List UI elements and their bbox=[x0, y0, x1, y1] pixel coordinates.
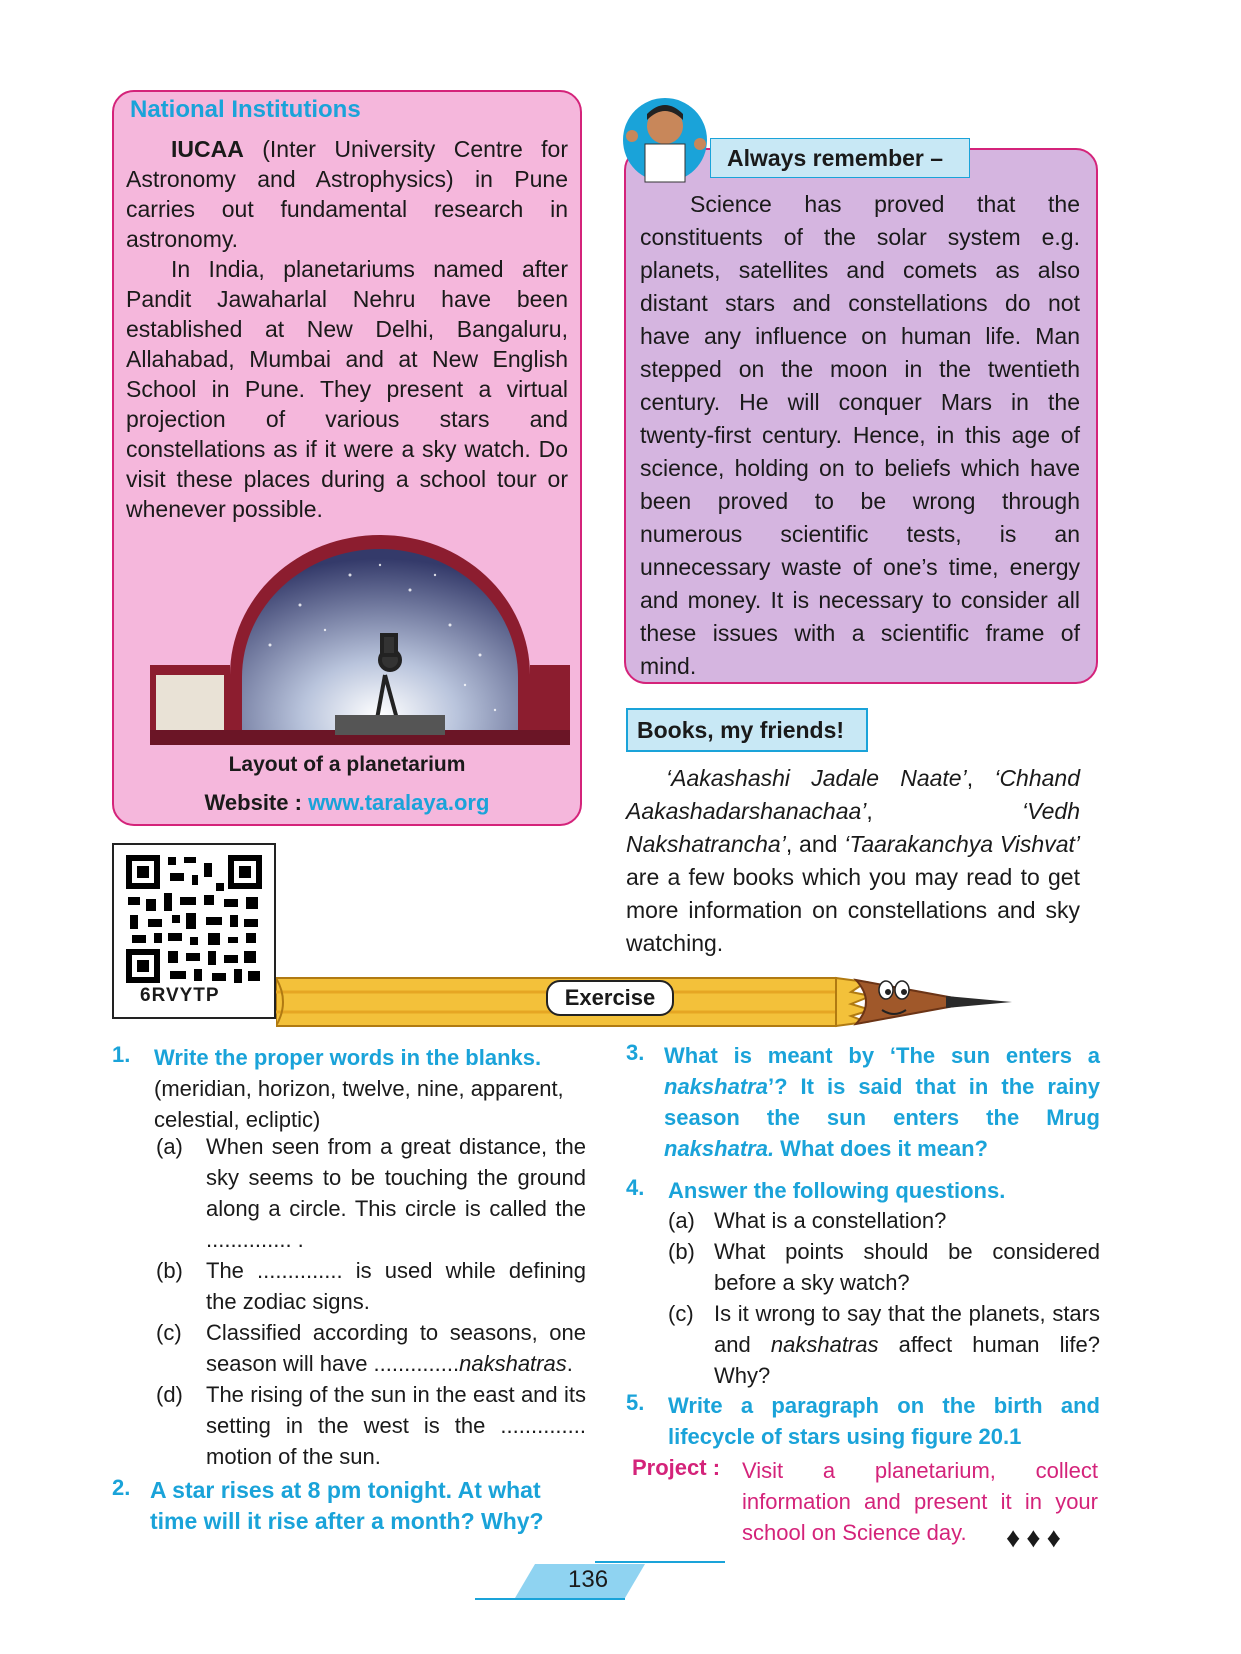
q1b-label: (b) bbox=[156, 1258, 183, 1283]
q1d-text: The rising of the sun in the east and its setting in the west is the .............. motion of the sun. bbox=[206, 1382, 586, 1469]
q1-title: Write the proper words in the blanks. bbox=[154, 1045, 542, 1070]
q1b-text: The .............. is used while defining the zodiac signs. bbox=[206, 1258, 586, 1314]
planetarium-paragraph: In India, planetariums named after Pandit Jawaharlal Nehru have been established at New Delhi, Bangaluru, Allahabad, Mumbai and at New English School in Pune. They present a virtual projection of various stars and constellations as if it were a sky watch. Do visit these places during a school tour or whenever possible. bbox=[126, 256, 568, 522]
q4a-label: (a) bbox=[668, 1208, 695, 1233]
project-text: Visit a planetarium, collect information and present it in your school on Science day. bbox=[742, 1458, 1098, 1545]
website-link[interactable]: www.taralaya.org bbox=[308, 790, 490, 815]
q1-hint: (meridian, horizon, twelve, nine, apparent, celestial, ecliptic) bbox=[154, 1076, 564, 1132]
q4b-text: What points should be considered before a sky watch? bbox=[714, 1239, 1100, 1295]
q4c-text: Is it wrong to say that the planets, stars and nakshatras affect human life? Why? bbox=[714, 1301, 1101, 1388]
always-remember-text: Science has proved that the constituents of the solar system e.g. planets, satellites and comets as also distant stars and constellations do not have any influence on human life. Man stepped on the moon in the twentieth century. He will conquer Mars in the twenty-first century. Hence, in this age of science, holding on to beliefs which have been proved to be wrong through numerous scientific tests, is an unnecessary waste of one’s time, energy and money. It is necessary to consider all these issues with a scientific frame of mind. bbox=[640, 191, 1080, 679]
q2-number: 2. bbox=[112, 1475, 131, 1500]
iucaa-bold: IUCAA bbox=[171, 136, 244, 162]
q4-number: 4. bbox=[626, 1175, 645, 1200]
section-title: National Institutions bbox=[130, 96, 361, 123]
page-number: 136 bbox=[568, 1566, 609, 1593]
national-institutions-text: IUCAA (Inter University Centre for Astronomy and Astrophysics) in Pune carries out fundamental research in astronomy. In India, planetariums named after Pandit Jawaharlal Nehru have been established at New Delhi, Bangaluru, Allahabad, Mumbai and at New English School in Pune. They present a virtual projection of various stars and constellations as if it were a sky watch. Do visit these places during a school tour or whenever possible. bbox=[126, 136, 568, 522]
always-remember-label: Always remember – bbox=[710, 138, 970, 178]
books-label: Books, my friends! bbox=[626, 708, 868, 752]
planetarium-caption: Layout of a planetarium bbox=[228, 753, 466, 776]
project-label: Project : bbox=[632, 1455, 721, 1480]
qr-code-icon[interactable] bbox=[124, 853, 264, 985]
q5-number: 5. bbox=[626, 1390, 645, 1415]
end-diamonds: ♦♦♦ bbox=[1006, 1522, 1067, 1553]
books-text: ‘Aakashashi Jadale Naate’, ‘Chhand Aakashadarshanachaa’, ‘Vedh Nakshatrancha’, and ‘Taarakanchya Vishvat’ are a few books which you may read to get more information on constellations and sky watching. bbox=[626, 765, 1081, 956]
q4c-label: (c) bbox=[668, 1301, 694, 1326]
exercise-label: Exercise bbox=[546, 980, 674, 1016]
q3-title: What is meant by ‘The sun enters a nakshatra’? It is said that in the rainy season the sun enters the Mrug nakshatra. What does it mean? bbox=[664, 1043, 1100, 1161]
q4a-text: What is a constellation? bbox=[714, 1208, 947, 1233]
q1d-label: (d) bbox=[156, 1382, 183, 1407]
q1a-label: (a) bbox=[156, 1134, 183, 1159]
q2-title: A star rises at 8 pm tonight. At what time will it rise after a month? Why? bbox=[150, 1477, 544, 1534]
q4-title: Answer the following questions. bbox=[668, 1178, 1006, 1203]
q1-number: 1. bbox=[112, 1042, 131, 1067]
q5-title: Write a paragraph on the birth and lifecycle of stars using figure 20.1 bbox=[668, 1393, 1100, 1449]
q3-number: 3. bbox=[626, 1040, 645, 1065]
website-label: Website : bbox=[204, 790, 309, 815]
q1-block bbox=[154, 1042, 586, 1135]
q4b-label: (b) bbox=[668, 1239, 695, 1264]
planetarium-illustration bbox=[150, 535, 570, 755]
website-line bbox=[112, 790, 582, 816]
q1c-text: Classified according to seasons, one season will have ..............nakshatras. bbox=[206, 1320, 586, 1376]
q1a-text: When seen from a great distance, the sky seems to be touching the ground along a circle. This circle is called the .............. . bbox=[206, 1134, 586, 1252]
qr-code-text: 6RVYTP bbox=[140, 985, 220, 1006]
q1c-label: (c) bbox=[156, 1320, 182, 1345]
student-mascot-image bbox=[620, 88, 710, 188]
